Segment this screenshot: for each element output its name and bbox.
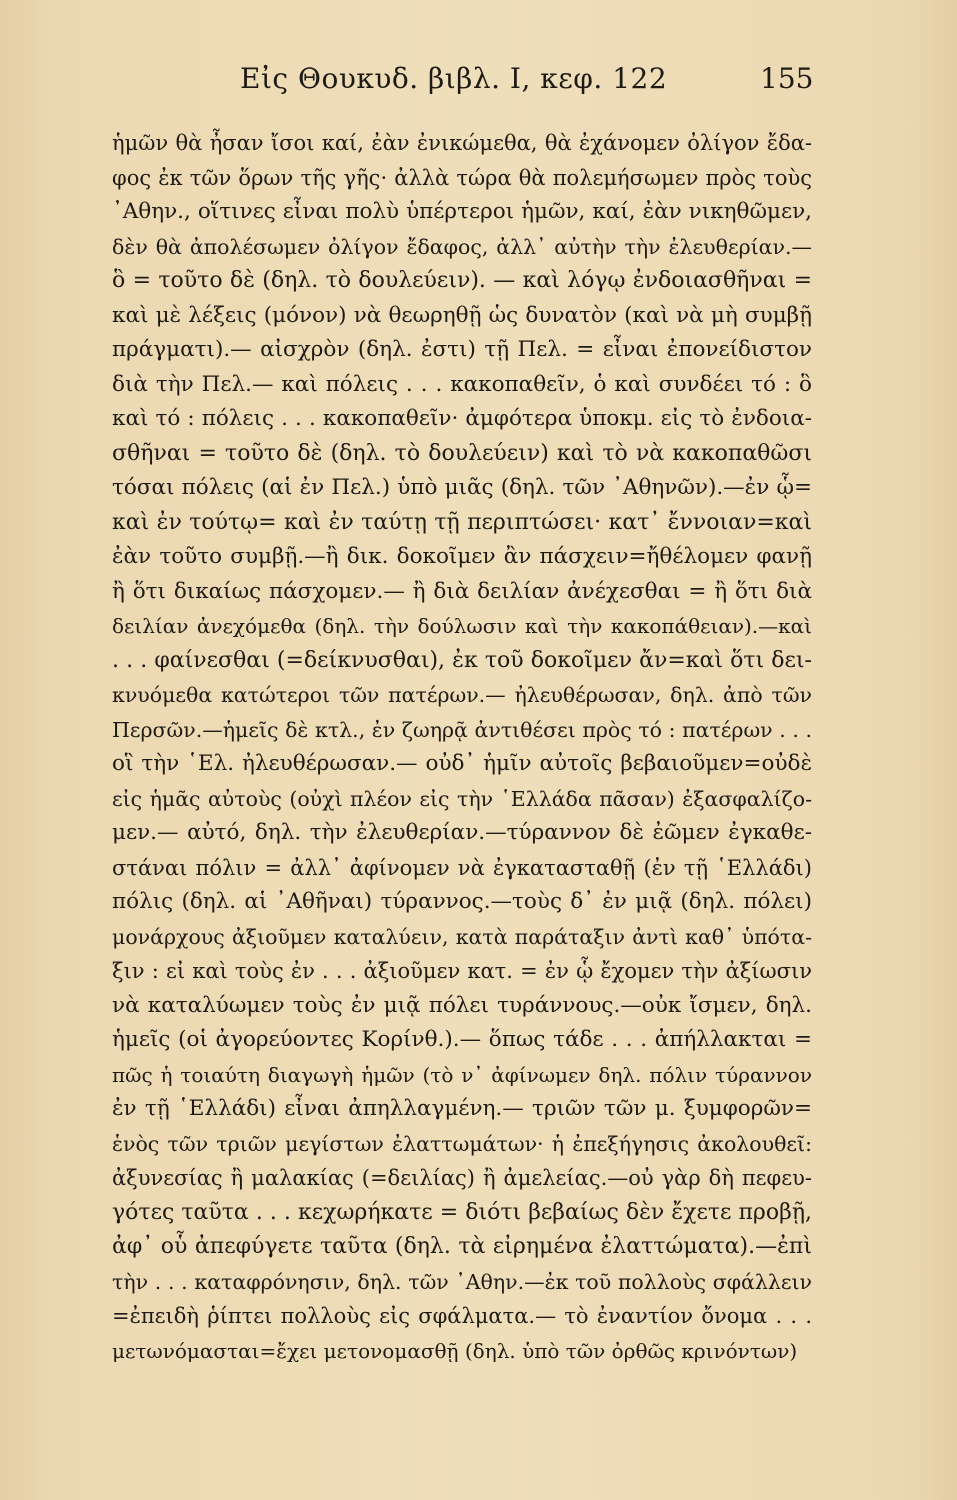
text-line: ᾿Αθην., οἵτινες εἶναι πολὺ ὑπέρτεροι ἡμῶν, καί, ἐὰν νικηθῶμεν, — [112, 199, 812, 224]
text-line: διὰ τὴν Πελ.— καὶ πόλεις . . . κακοπαθεῖν, ὁ καὶ συνδέει τό : ὃ — [112, 371, 812, 397]
text-line: στάναι πόλιν = ἀλλ᾿ ἀφίνομεν νὰ ἐγκατασταθῇ (ἐν τῇ ῾Ελλάδι) — [112, 855, 812, 880]
text-line: =ἐπειδὴ ῥίπτει πολλοὺς εἰς σφάλματα.— τὸ ἐναντίον ὄνομα . . . — [112, 1304, 812, 1328]
text-line: ἀφ᾿ οὗ ἀπεφύγετε ταῦτα (δηλ. τὰ εἰρημένα ἐλαττώματα).—ἐπὶ — [112, 1234, 812, 1259]
text-line: ἐν τῇ ῾Ελλάδι) εἶναι ἀπηλλαγμένη.— τριῶν τῶν μ. ξυμφορῶν= — [112, 1096, 812, 1121]
text-line: δειλίαν ἀνεχόμεθα (δηλ. τὴν δούλωσιν καὶ τὴν κακοπάθειαν).—καὶ — [112, 614, 812, 638]
text-line: τὴν . . . καταφρόνησιν, δηλ. τῶν ᾿Αθην.—ἐκ τοῦ πολλοὺς σφάλλειν — [112, 1269, 812, 1294]
text-line: κνυόμεθα κατώτεροι τῶν πατέρων.— ἠλευθέρωσαν, δηλ. ἀπὸ τῶν — [112, 683, 812, 707]
text-line: πράγματι).— αἰσχρὸν (δηλ. ἐστι) τῇ Πελ. = εἶναι ἐπονείδιστον — [112, 337, 812, 362]
text-line: ἐὰν τοῦτο συμβῇ.—ἢ δικ. δοκοῖμεν ἂν πάσχειν=ἤθέλομεν φανῇ — [112, 544, 812, 569]
text-line: πῶς ἡ τοιαύτη διαγωγὴ ἡμῶν (τὸ ν᾿ ἀφίνωμεν δηλ. πόλιν τύραννον — [112, 1062, 812, 1087]
commentary-text — [112, 126, 812, 1368]
text-line: πόλις (δηλ. αἱ ᾿Αθῆναι) τύραννος.—τοὺς δ᾿ ἐν μιᾷ (δηλ. πόλει) — [112, 889, 812, 914]
text-line: ἢ ὅτι δικαίως πάσχομεν.— ἢ διὰ δειλίαν ἀνέχεσθαι = ἢ ὅτι διὰ — [112, 578, 812, 604]
text-line: ἑνὸς τῶν τριῶν μεγίστων ἐλαττωμάτων· ἡ ἐπεξήγησις ἀκολουθεῖ: — [112, 1131, 812, 1156]
text-line: τόσαι πόλεις (αἱ ἐν Πελ.) ὑπὸ μιᾶς (δηλ. τῶν ᾿Αθηνῶν).—ἐν ᾧ= — [112, 475, 812, 500]
text-line: δὲν θὰ ἀπολέσωμεν ὀλίγον ἔδαφος, ἀλλ᾿ αὐτὴν τὴν ἐλευθερίαν.— — [112, 234, 812, 259]
text-line: οἳ τὴν ῾Ελ. ἠλευθέρωσαν.— οὐδ᾿ ἡμῖν αὐτοῖς βεβαιοῦμεν=οὐδὲ — [112, 751, 812, 776]
text-line: ὃ = τοῦτο δὲ (δηλ. τὸ δουλεύειν). — καὶ λόγῳ ἐνδοιασθῆναι = — [112, 268, 812, 293]
text-line: μετωνόμασται=ἔχει μετονομασθῇ (δηλ. ὑπὸ τῶν ὀρθῶς κρινόντων) — [112, 1338, 798, 1363]
text-line: καὶ ἐν τούτῳ= καὶ ἐν ταύτῃ τῇ περιπτώσει· κατ᾿ ἔννοιαν=καὶ — [112, 509, 812, 535]
page-number: 155 — [760, 62, 814, 95]
text-line: φος ἐκ τῶν ὅρων τῆς γῆς· ἀλλὰ τώρα θὰ πολεμήσωμεν πρὸς τοὺς — [112, 165, 812, 190]
running-head — [0, 62, 957, 112]
running-head-title: Εἰς Θουκυδ. βιβλ. Ι, κεφ. 122 — [240, 62, 668, 95]
text-line: Περσῶν.—ἡμεῖς δὲ κτλ., ἐν ζωηρᾷ ἀντιθέσει πρὸς τό : πατέρων . . . — [112, 717, 812, 742]
text-line: ἡμῶν θὰ ἦσαν ἴσοι καί, ἐὰν ἐνικώμεθα, θὰ ἐχάνομεν ὀλίγον ἔδα- — [112, 131, 812, 155]
text-line: σθῆναι = τοῦτο δὲ (δηλ. τὸ δουλεύειν) καὶ τὸ νὰ κακοπαθῶσι — [112, 440, 812, 466]
text-line: ξιν : εἰ καὶ τοὺς ἐν . . . ἀξιοῦμεν κατ. = ἐν ᾧ ἔχομεν τὴν ἀξίωσιν — [112, 959, 812, 983]
text-line: νὰ καταλύωμεν τοὺς ἐν μιᾷ πόλει τυράννους.—οὐκ ἴσμεν, δηλ. — [112, 992, 812, 1018]
text-line: ἀξυνεσίας ἢ μαλακίας (=δειλίας) ἢ ἀμελείας.—οὐ γὰρ δὴ πεφευ- — [112, 1166, 812, 1190]
text-line: καὶ τό : πόλεις . . . κακοπαθεῖν· ἀμφότερα ὑποκμ. εἰς τὸ ἐνδοια- — [112, 406, 812, 431]
text-line: γότες ταῦτα . . . κεχωρήκατε = διότι βεβαίως δὲν ἔχετε προβῇ, — [112, 1199, 812, 1225]
text-line: ἡμεῖς (οἱ ἀγορεύοντες Κορίνθ.).— ὅπως τάδε . . . ἀπήλλακται = — [112, 1027, 812, 1052]
text-line: εἰς ἡμᾶς αὐτοὺς (οὐχὶ πλέον εἰς τὴν ῾Ελλάδα πᾶσαν) ἐξασφαλίζο- — [112, 786, 812, 811]
text-line: καὶ μὲ λέξεις (μόνον) νὰ θεωρηθῇ ὡς δυνατὸν (καὶ νὰ μὴ συμβῇ — [112, 302, 812, 328]
text-line: μονάρχους ἀξιοῦμεν καταλύειν, κατὰ παράταξιν ἀντὶ καθ᾿ ὑπότα- — [112, 924, 812, 949]
text-line: . . . φαίνεσθαι (=δείκνυσθαι), ἐκ τοῦ δοκοῖμεν ἄν=καὶ ὅτι δει- — [112, 647, 812, 673]
text-line: μεν.— αὐτό, δηλ. τὴν ἐλευθερίαν.—τύραννον δὲ ἐῶμεν ἐγκαθε- — [112, 820, 812, 845]
